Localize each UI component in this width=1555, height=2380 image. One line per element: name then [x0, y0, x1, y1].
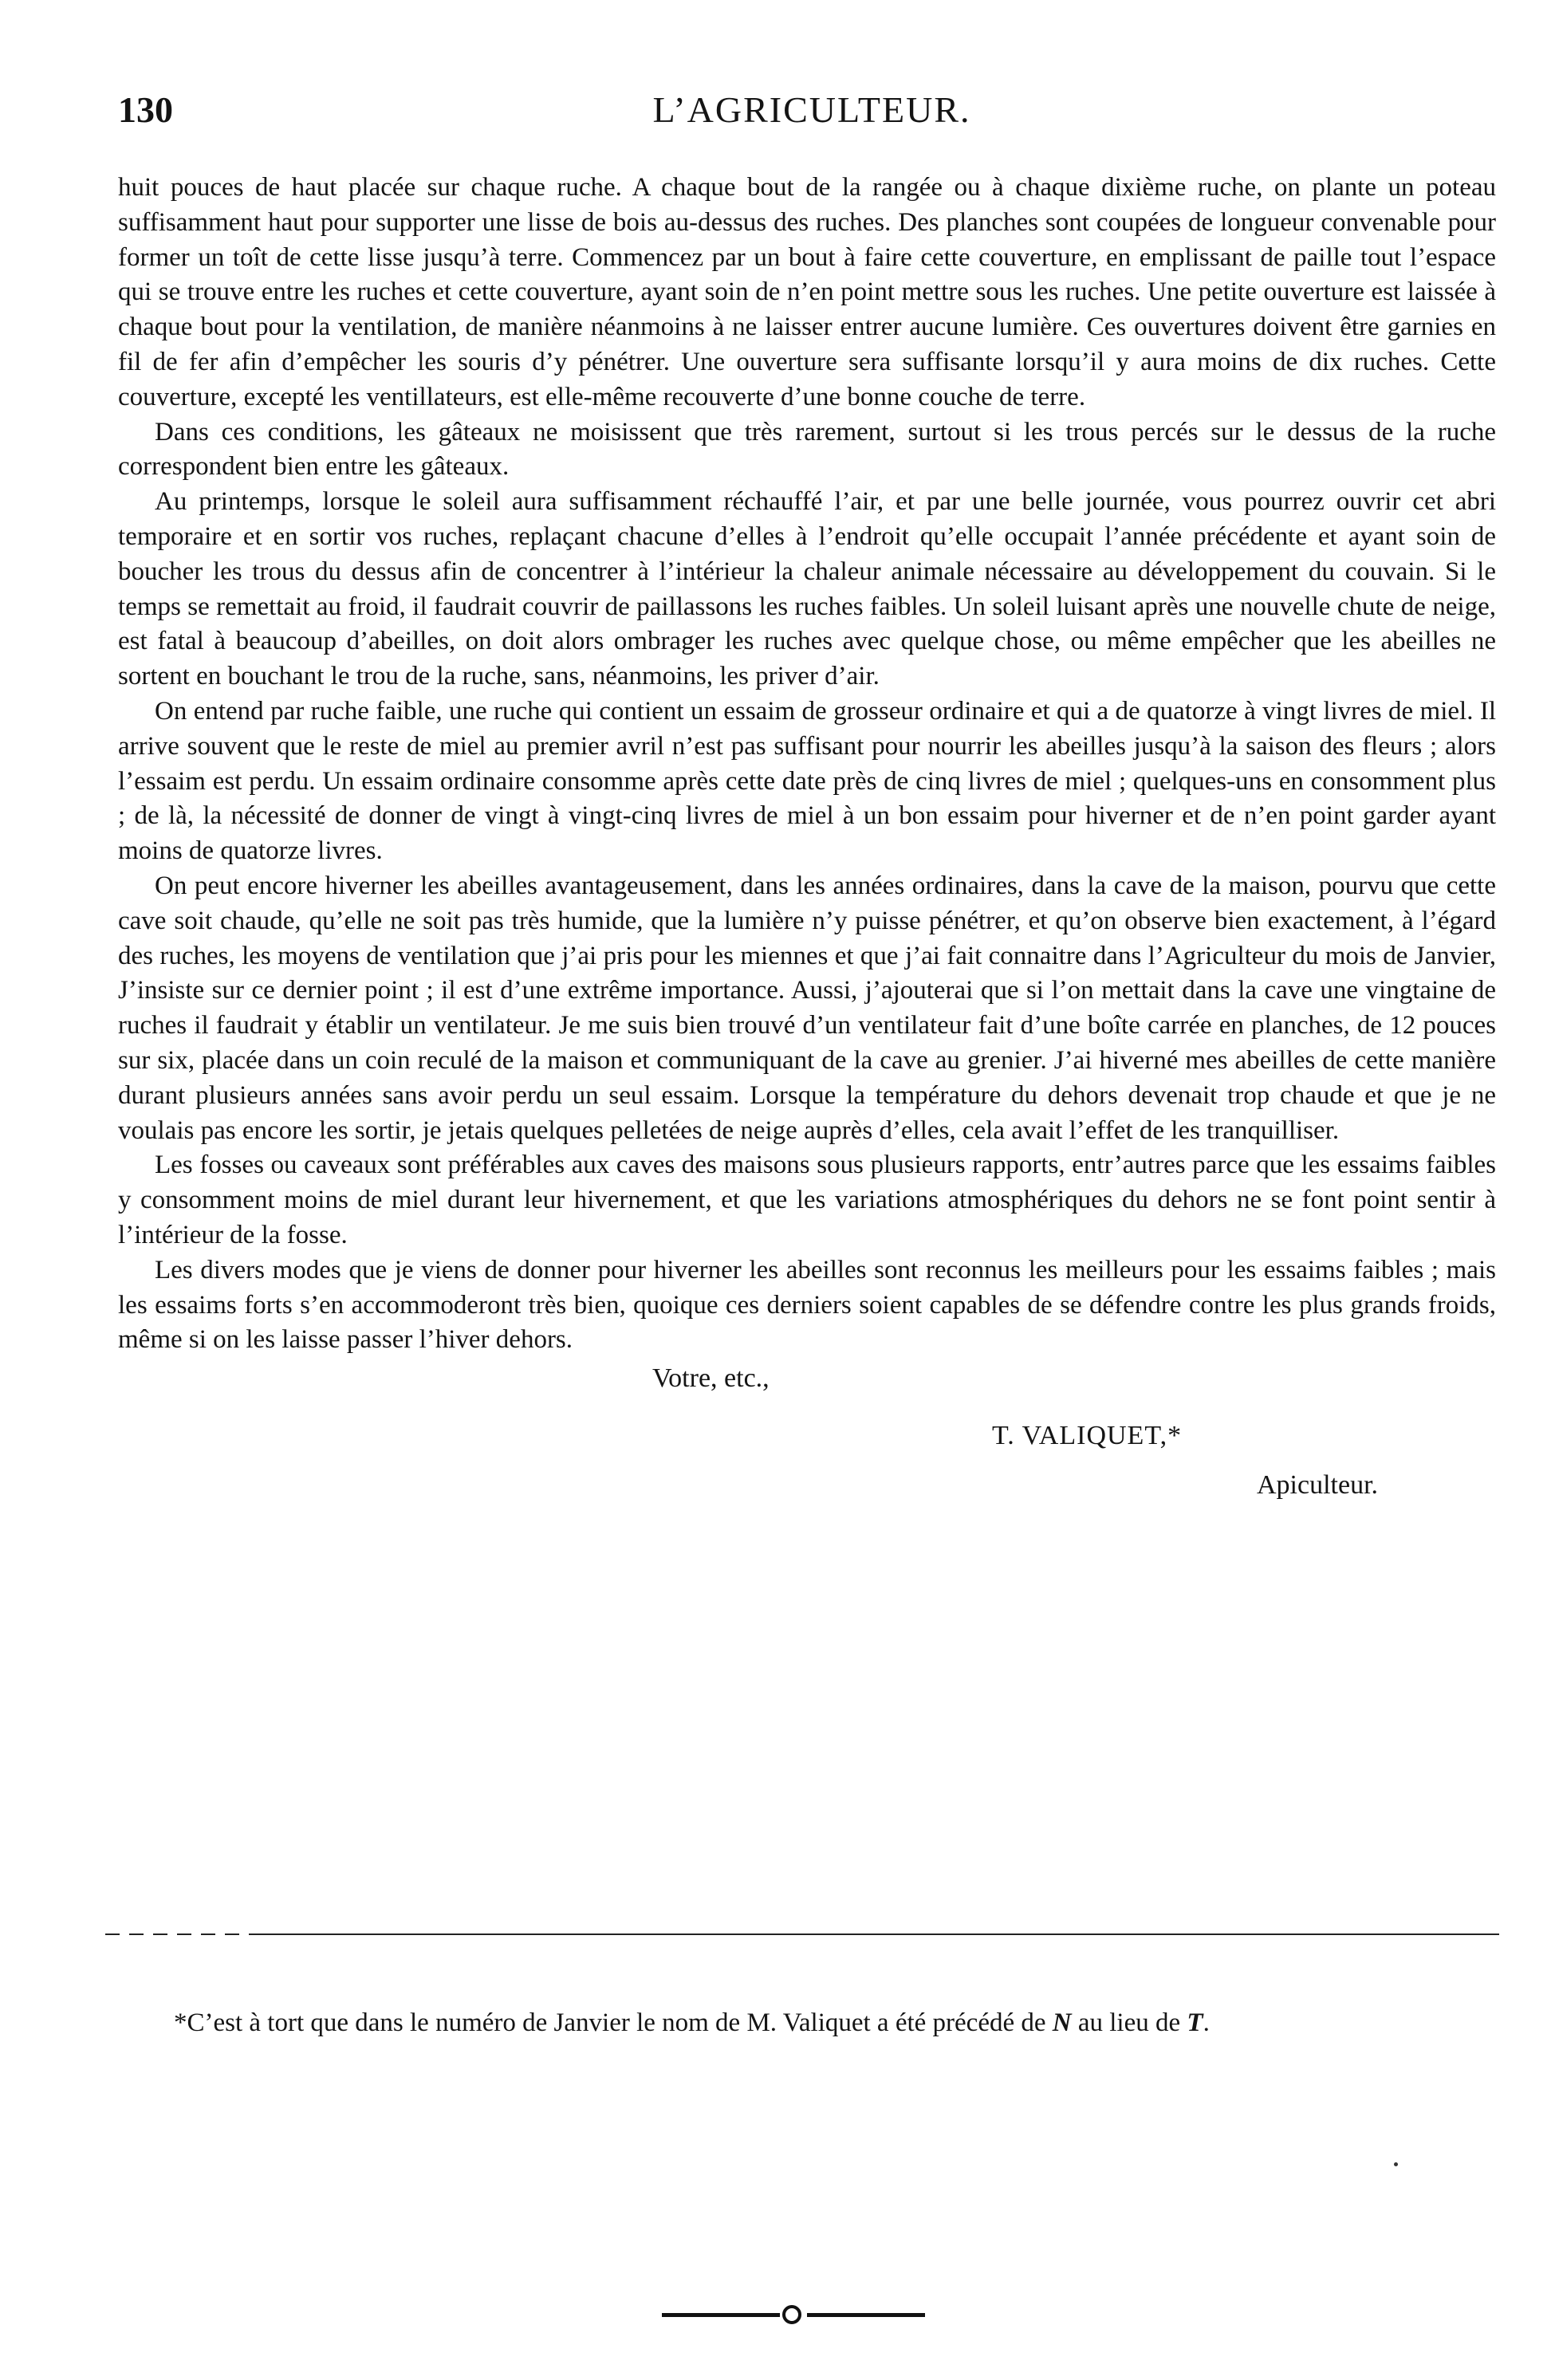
- ornament-circle: [782, 2305, 801, 2324]
- footnote-text: *C’est à tort que dans le numéro de Janvier le nom de M. Valiquet a été précédé de: [174, 2008, 1053, 2037]
- running-title: L’AGRICULTEUR.: [652, 89, 971, 130]
- divider-dash-overlay: [96, 1932, 255, 1935]
- article-body: [118, 171, 1496, 1528]
- paragraph: On entend par ruche faible, une ruche qui contient un essaim de grosseur ordinaire et qui a de quatorze à vingt livres de miel. Il arrive souvent que le reste de miel au premier avril n’est pas suffisant pour nourrir les abeilles jusqu’à la saison des fleurs ; alors l’essaim est perdu. Un essaim ordinaire consomme après cette date près de cinq livres de miel ; quelques-uns en consomment plus ; de là, la nécessité de donner de vingt à vingt-cinq livres de miel à un bon essaim pour hiverner et de n’en point garder ayant moins de quatorze livres.: [118, 696, 1496, 866]
- paragraph: On peut encore hiverner les abeilles avantageusement, dans les années ordinaires, dans la cave de la maison, pourvu que cette cave soit chaude, qu’elle ne soit pas très humide, que la lumière n’y puisse pénétrer, et qu’on observe bien exactement, à l’égard des ruches, les moyens de ventilation que j’ai pris pour les miennes et que j’ai fait connaitre dans l’Agriculteur du mois de Janvier, J’insiste sur ce dernier point ; il est d’une extrême importance. Aussi, j’ajouterai que si l’on mettait dans la cave une vingtaine de ruches il faudrait y établir un ventilateur. Je me suis bien trouvé d’un ventilateur fait d’une boîte carrée en planches, de 12 pouces sur six, placée dans un coin reculé de la maison et communiquant de la cave au grenier. J’ai hiverné mes abeilles de cette manière durant plusieurs années sans avoir perdu un seul essaim. Lorsque la température du dehors devenait trop chaude et que je ne voulais pas encore les sortir, je jetais quelques pelletées de neige auprès d’elles, cela avait l’effet de les tranquilliser.: [118, 871, 1496, 1145]
- ornament-line-left: [662, 2313, 780, 2317]
- footnote-letter-n: N: [1052, 2008, 1072, 2037]
- signature: T. VALIQUET,*: [992, 1421, 1183, 1451]
- paragraph: huit pouces de haut placée sur chaque ruche. A chaque bout de la rangée ou à chaque dixième ruche, on plante un poteau suffisamment haut pour supporter une lisse de bois au-dessus des ruches. Des planches sont coupées de longueur convenable pour former un toît de cette lisse jusqu’à terre. Commencez par un bout à faire cette couverture, en emplissant de paille tout l’espace qui se trouve entre les ruches et cette couverture, ayant soin de n’en point mettre sous les ruches. Une petite ouverture est laissée à chaque bout pour la ventilation, de manière néanmoins à ne laisser entrer aucune lumière. Ces ouvertures doivent être garnies en fil de fer afin d’empêcher les souris d’y pénétrer. Une ouverture sera suffisante lorsqu’il y aura moins de dix ruches. Cette couverture, excepté les ventillateurs, est elle-même recouverte d’une bonne couche de terre.: [118, 173, 1496, 411]
- paragraph: Les divers modes que je viens de donner pour hiverner les abeilles sont reconnus les meilleurs pour les essaims faibles ; mais les essaims forts s’en accommoderont très bien, quoique ces derniers soient capables de se défendre contre les plus grands froids, même si on les laisse passer l’hiver dehors.: [118, 1255, 1496, 1355]
- page-header: [118, 86, 1506, 134]
- ornament-line-right: [807, 2313, 925, 2317]
- salutation: Votre, etc.,: [652, 1363, 770, 1394]
- print-speck: [1394, 2162, 1398, 2166]
- author-role: Apiculteur.: [1257, 1470, 1379, 1501]
- footnote-letter-t: T: [1187, 2008, 1203, 2037]
- paragraph: Au printemps, lorsque le soleil aura suffisamment réchauffé l’air, et par une belle journée, vous pourrez ouvrir cet abri temporaire et en sortir vos ruches, replaçant chacune d’elles à l’endroit qu’elle occupait l’année précédente et ayant soin de boucher les trous du dessus afin de concentrer à l’intérieur la chaleur animale nécessaire au développement du couvain. Si le temps se remettait au froid, il faudrait couvrir de paillassons les ruches faibles. Un soleil luisant après une nouvelle chute de neige, est fatal à beaucoup d’abeilles, on doit alors ombrager les ruches avec quelque chose, ou même empêcher que les abeilles ne sortent en bouchant le trou de la ruche, sans, néanmoins, les priver d’air.: [118, 487, 1496, 691]
- page-number: 130: [118, 89, 173, 130]
- footnote-text: .: [1203, 2008, 1210, 2037]
- footnote: [118, 2004, 1496, 2042]
- paragraph: Les fosses ou caveaux sont préférables aux caves des maisons sous plusieurs rapports, entr’autres parce que les essaims faibles y consomment moins de miel durant leur hivernement, et que les variations atmosphériques du dehors ne se font point sentir à l’intérieur de la fosse.: [118, 1151, 1496, 1249]
- paragraph: Dans ces conditions, les gâteaux ne moisissent que très rarement, surtout si les trous percés sur le dessus de la ruche correspondent bien entre les gâteaux.: [118, 417, 1496, 482]
- footnote-divider: [96, 1934, 1499, 1935]
- footnote-text: au lieu de: [1071, 2008, 1187, 2037]
- end-ornament: [662, 2303, 925, 2327]
- letter-closing: [118, 1361, 1496, 1528]
